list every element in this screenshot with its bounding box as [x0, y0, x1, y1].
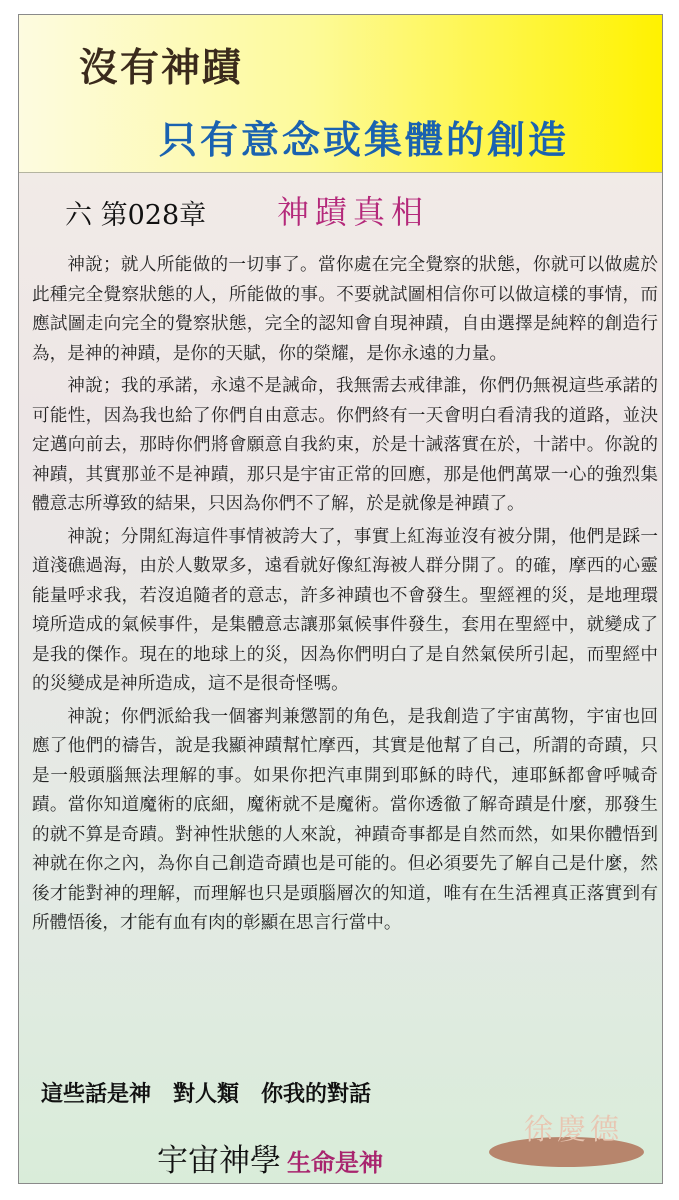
footer-dialogue-line: 這些話是神 對人類 你我的對話 — [41, 1081, 372, 1107]
paragraph: 神說；你們派給我一個審判兼懲罰的角色，是我創造了宇宙萬物，宇宙也回應了他們的禱告，說是我顯神蹟幫忙摩西，其實是他幫了自己，所謂的奇蹟，只是一般頭腦無法理解的事。如果你把汽車開到耶穌的時代，連耶穌都會呼喊奇蹟。當你知道魔術的底細，魔術就不是魔術。當你透徹了解奇蹟是什麼，那發生的就不算是奇蹟。對神性狀態的人來說，神蹟奇事都是自然而然，如果你體悟到神就在你之內，為你自己創造奇蹟也是可能的。但必須要先了解自己是什麼，然後才能對神的理解，而理解也只是頭腦層次的知道，唯有在生活裡真正落實到有所體悟後，才能有血有肉的彰顯在思言行當中。 — [32, 706, 658, 933]
paragraph: 神說；就人所能做的一切事了。當你處在完全覺察的狀態，你就可以做處於此種完全覺察狀態的人，所能做的事。不要就試圖相信你可以做這樣的事情，而應試圖走向完全的覺察狀態，完全的認知會自現神蹟，自由選擇是純粹的創造行為，是神的神蹟，是你的天賦，你的榮耀，是你永遠的力量。 — [32, 255, 658, 364]
footer-life-is-god-tag: 生命是神 — [287, 1148, 383, 1177]
article-frame — [18, 14, 663, 1184]
paragraph: 神說；分開紅海這件事情被誇大了，事實上紅海並沒有被分開，他們是踩一道淺礁過海，由於人數眾多，遠看就好像紅海被人群分開了。的確，摩西的心靈能量呼求我，若沒追隨者的意志，許多神蹟也不會發生。聖經裡的災，是地理環境所造成的氣候事件，是集體意志讓那氣候事件發生，套用在聖經中，就變成了是我的傑作。現在的地球上的災，因為你們明白了是自然氣侯所引起，而聖經中的災變成是神所造成，這不是很奇怪嗎。 — [32, 526, 658, 694]
author-seal-name: 徐慶德 — [524, 1112, 624, 1146]
chapter-subject: 神蹟真相 — [277, 193, 430, 231]
header-banner — [19, 15, 662, 173]
paragraph: 神說；我的承諾，永遠不是誡命，我無需去戒律誰，你們仍無視這些承諾的可能性，因為我也給了你們自由意志。你們終有一天會明白看清我的道路，並決定邁向前去，那時你們將會願意自我約束，於是十誡落實在於，十諾中。你說的神蹟，其實那並不是神蹟，那只是宇宙正常的回應，那是他們萬眾一心的強烈集體意志所導致的結果，只因為你們不了解，於是就像是神蹟了。 — [32, 376, 658, 514]
footer-theology-title: 宇宙神學 — [157, 1143, 281, 1179]
chapter-label: 六 第028章 — [65, 200, 207, 231]
footer-theology-line — [157, 1135, 383, 1180]
page-subtitle: 只有意念或集體的創造 — [159, 118, 570, 162]
article-body — [32, 251, 658, 942]
page-title: 沒有神蹟 — [79, 46, 244, 91]
